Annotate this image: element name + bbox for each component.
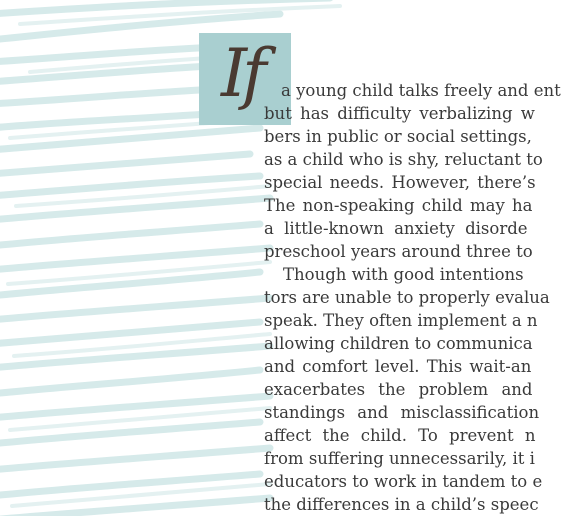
text-line: a young child talks freely and ent: [281, 81, 561, 100]
text-line: affect the child. To prevent n: [264, 426, 536, 445]
text-line: Though with good intentions: [283, 265, 524, 284]
text-line: preschool years around three to: [264, 242, 533, 261]
text-line: from suffering unnecessarily, it i: [264, 449, 535, 468]
text-line: speak. They often implement a n: [264, 311, 538, 330]
text-line: exacerbates the problem and: [264, 380, 533, 399]
text-line: and comfort level. This wait-an: [264, 357, 532, 376]
text-line: bers in public or social settings,: [264, 127, 532, 146]
text-line: allowing children to communica: [264, 334, 533, 353]
text-line: but has difficulty verbalizing w: [264, 104, 535, 123]
text-line: the differences in a child’s speec: [264, 495, 539, 514]
text-line: a little-known anxiety disorde: [264, 219, 528, 238]
text-line: educators to work in tandem to e: [264, 472, 543, 491]
text-line: The non-speaking child may ha: [264, 196, 533, 215]
text-line: standings and misclassification: [264, 403, 540, 422]
text-line: as a child who is shy, reluctant to: [264, 150, 543, 169]
text-line: tors are unable to properly evalua: [264, 288, 550, 307]
drop-cap-letters: If: [221, 35, 262, 112]
text-line: special needs. However, there’s: [264, 173, 536, 192]
